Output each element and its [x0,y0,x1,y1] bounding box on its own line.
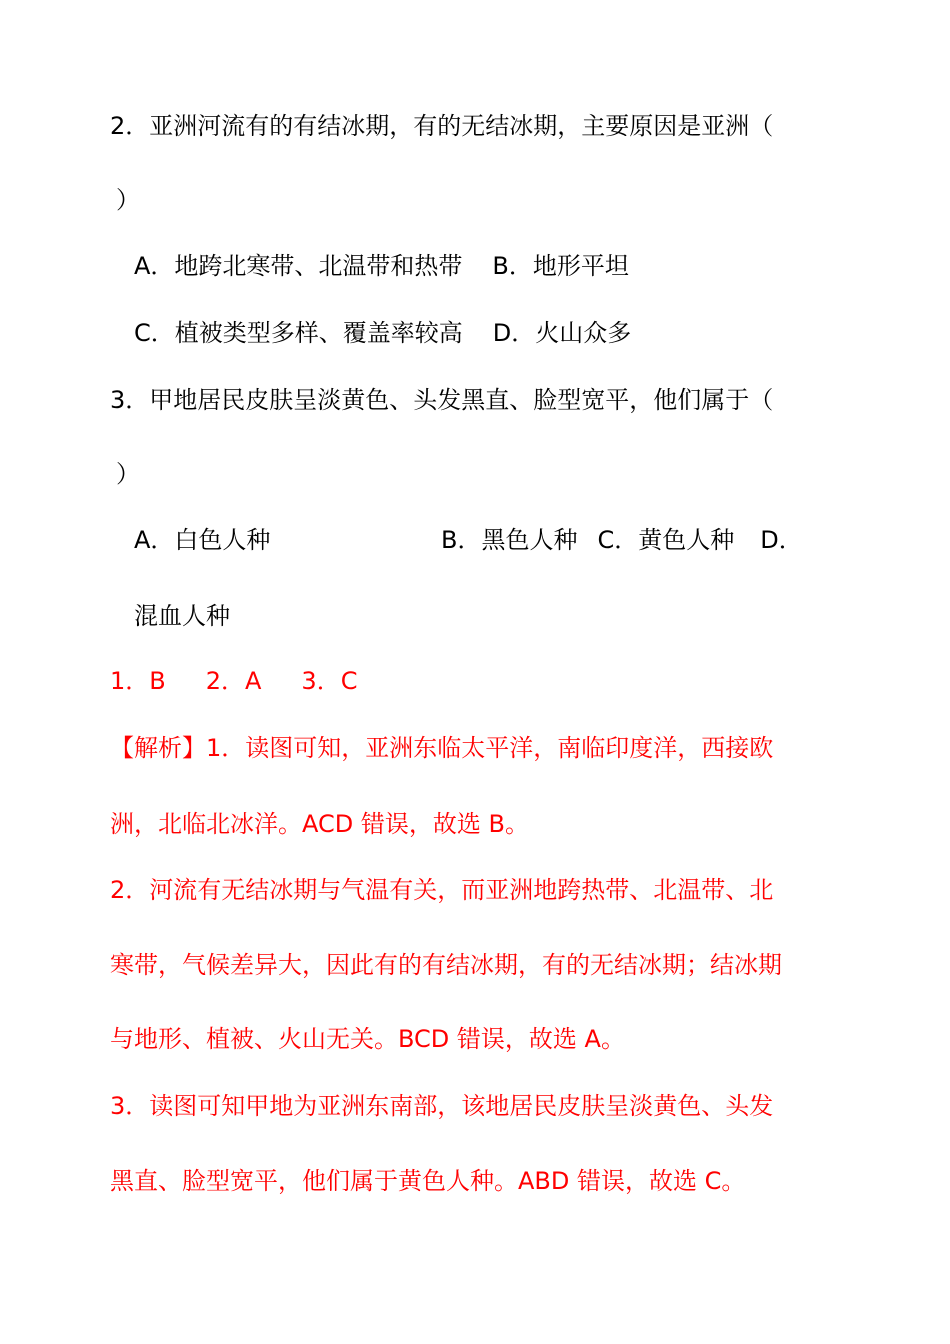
question-3-options-row-rest [441,524,803,556]
analysis-line-7: 黑直、脸型宽平，他们属于黄色人种。ABD 错误，故选 C。 [110,1167,746,1195]
question-2-stem: 2．亚洲河流有的有结冰期，有的无结冰期，主要原因是亚洲（ [110,112,774,140]
question-3-option-b: B．黑色人种 [441,526,578,554]
analysis-line-3: 2．河流有无结冰期与气温有关，而亚洲地跨热带、北温带、北 [110,876,774,904]
question-2-option-a: A．地跨北寒带、北温带和热带 [134,252,463,280]
question-2-options-row-1 [134,250,629,282]
question-2-option-c: C．植被类型多样、覆盖率较高 [134,319,463,347]
answer-1: 1．B [110,667,166,695]
analysis-line-1: 【解析】1．读图可知，亚洲东临太平洋，南临印度洋，西接欧 [110,734,774,762]
answer-3: 3．C [301,667,358,695]
question-2-option-d: D．火山众多 [492,319,632,347]
analysis-line-5: 与地形、植被、火山无关。BCD 错误，故选 A。 [110,1025,625,1053]
analysis-line-6: 3．读图可知甲地为亚洲东南部，该地居民皮肤呈淡黄色、头发 [110,1092,774,1120]
question-3-option-a: A．白色人种 [134,526,271,554]
question-3-close-paren: ） [116,460,140,488]
question-3-option-d-continued: 混血人种 [134,602,230,630]
answer-2: 2．A [205,667,262,695]
answer-key [110,665,357,697]
question-2-close-paren: ） [116,186,140,214]
question-3-option-d: D． [760,526,803,554]
question-3-option-c: C．黄色人种 [597,526,735,554]
analysis-line-4: 寒带，气候差异大，因此有的有结冰期，有的无结冰期；结冰期 [110,951,782,979]
question-2-options-row-2 [134,317,631,349]
question-2-option-b: B．地形平坦 [492,252,629,280]
analysis-line-2: 洲，北临北冰洋。ACD 错误，故选 B。 [110,810,529,838]
question-3-stem: 3．甲地居民皮肤呈淡黄色、头发黑直、脸型宽平，他们属于（ [110,386,774,414]
